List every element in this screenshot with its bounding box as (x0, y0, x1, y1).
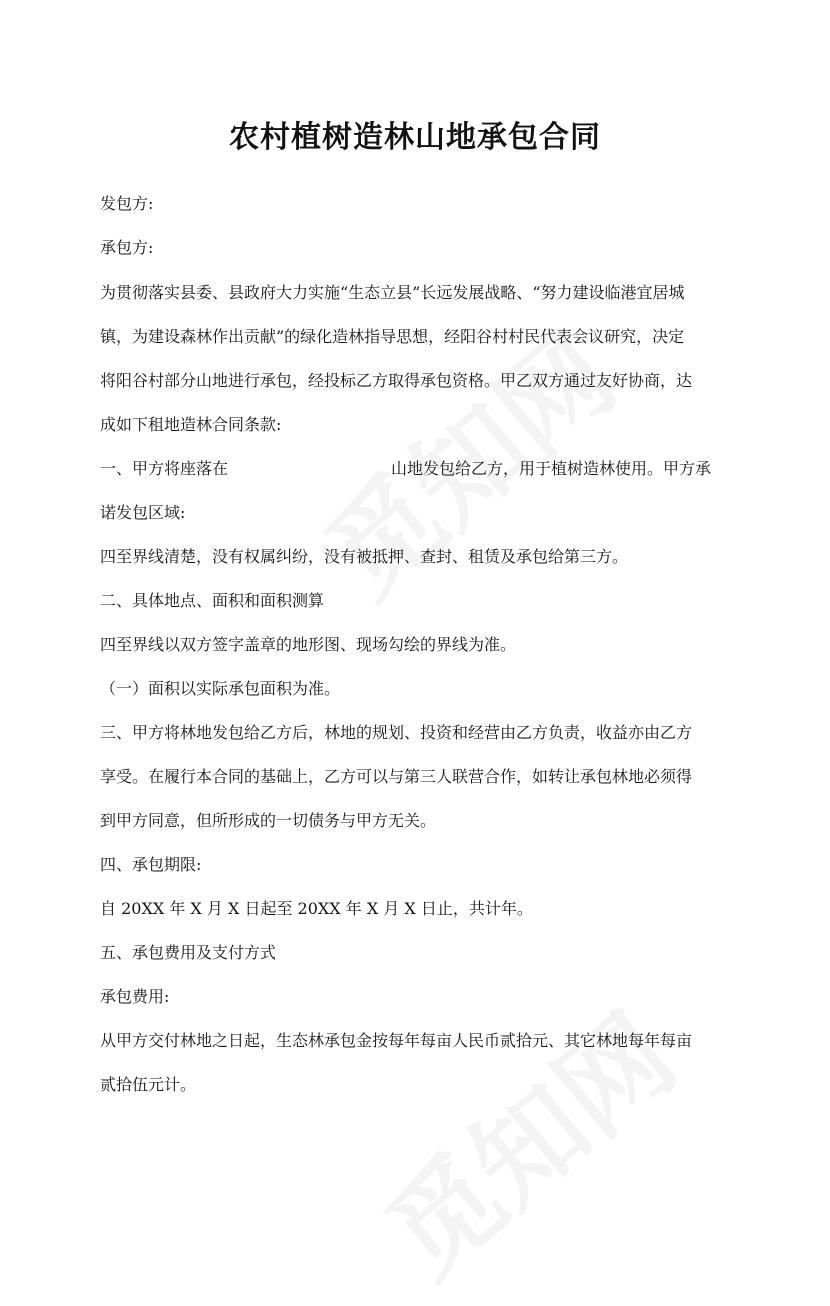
clause-one-continue: 山地发包给乙方，用于植树造林使用。甲方承 (391, 459, 712, 478)
section-heading: 二、具体地点、面积和面积测算 (100, 591, 325, 610)
paragraph-line: 四至界线清楚，没有权属纠纷，没有被抵押、查封、租赁及承包给第三方。 (100, 547, 629, 566)
paragraph-line: 到甲方同意，但所形成的一切债务与甲方无关。 (100, 811, 437, 830)
paragraph-line: 诺发包区域: (100, 503, 186, 522)
party-a-line: 发包方: (100, 194, 154, 213)
paragraph-line: 镇，为建设森林作出贡献”的绿化造林指导思想，经阳谷村村民代表会议研究，决定 (100, 327, 685, 346)
paragraph-line: 将阳谷村部分山地进行承包，经投标乙方取得承包资格。甲乙双方通过友好协商，达 (100, 371, 693, 390)
paragraph-line: 三、甲方将林地发包给乙方后，林地的规划、投资和经营由乙方负责，收益亦由乙方 (100, 723, 693, 742)
paragraph-line: 为贯彻落实县委、县政府大力实施“生态立县”长远发展战略、“努力建设临港宜居城 (100, 283, 685, 302)
paragraph-line: 从甲方交付林地之日起，生态林承包金按每年每亩人民币贰拾元、其它林地每年每亩 (100, 1031, 693, 1050)
party-b-line: 承包方: (100, 238, 154, 257)
paragraph-line: 自 20XX 年 X 月 X 日起至 20XX 年 X 月 X 日止，共计年。 (100, 899, 533, 918)
paragraph-line: 成如下租地造林合同条款: (100, 415, 282, 434)
paragraph-line: （一）面积以实际承包面积为准。 (100, 679, 341, 698)
document-title: 农村植树造林山地承包合同 (229, 120, 601, 155)
section-heading: 五、承包费用及支付方式 (100, 943, 277, 962)
watermark (348, 972, 702, 1305)
section-heading: 四、承包期限: (100, 855, 202, 874)
paragraph-line: 贰拾伍元计。 (100, 1075, 197, 1094)
paragraph-line: 承包费用: (100, 987, 170, 1006)
paragraph-line: 四至界线以双方签字盖章的地形图、现场勾绘的界线为准。 (100, 635, 517, 654)
clause-one-start: 一、甲方将座落在 (100, 459, 229, 478)
paragraph-line: 享受。在履行本合同的基础上，乙方可以与第三人联营合作，如转让承包林地必须得 (100, 767, 693, 786)
